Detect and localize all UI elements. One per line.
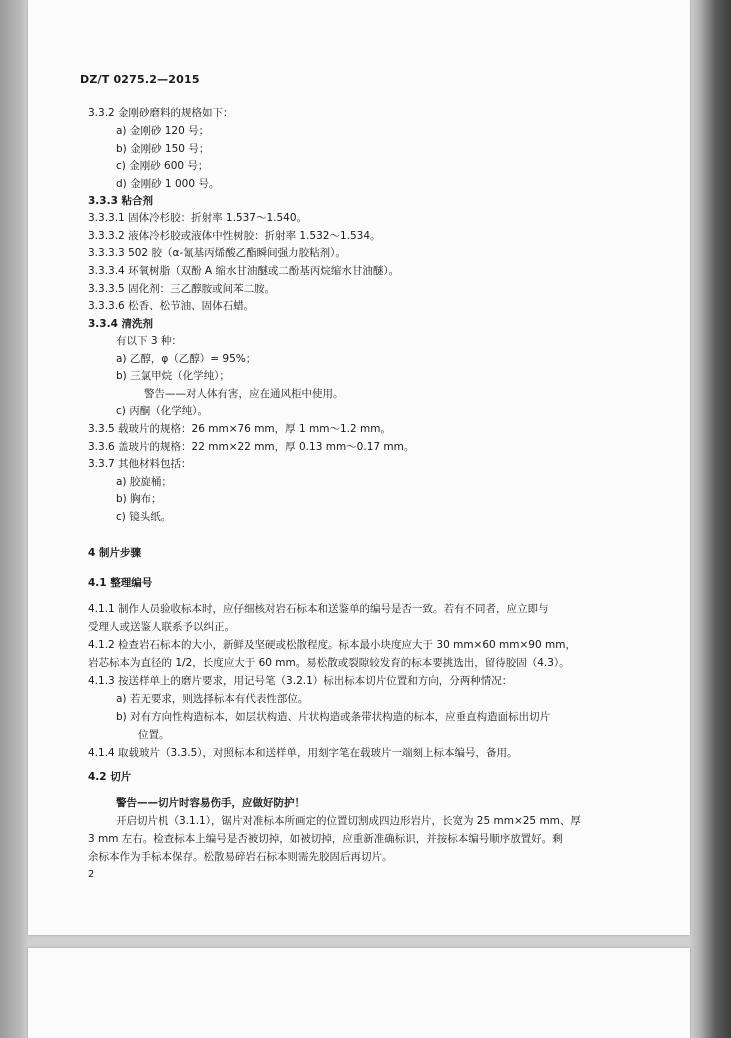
clause-3-3-2: 3.3.2 金刚砂磨料的规格如下： xyxy=(88,107,234,119)
paragraph-continuation: 岩芯标本为直径的 1/2，长度应大于 60 mm。易松散或裂隙较发育的标本要挑选出，留待胶固（4.3）。 xyxy=(88,657,570,669)
clause-3-3-6: 3.3.6 盖玻片的规格：22 mm×22 mm，厚 0.13 mm～0.17 mm。 xyxy=(88,441,415,453)
list-item: b) 胸布； xyxy=(116,493,162,505)
paragraph: 有以下 3 种： xyxy=(116,335,182,347)
paragraph-continuation: 3 mm 左右。检查标本上编号是否被切掉，如被切掉，应重新准确标识，并按标本编号顺序放置好。剩 xyxy=(88,833,563,845)
list-item: c) 金刚砂 600 号； xyxy=(116,160,209,172)
clause-4-1-1: 4.1.1 制作人员验收标本时，应仔细核对岩石标本和送鉴单的编号是否一致。若有不同者，应立即与 xyxy=(88,603,549,615)
clause-4-1-3: 4.1.3 按送样单上的磨片要求，用记号笔（3.2.1）标出标本切片位置和方向，分两种情况： xyxy=(88,675,513,687)
clause-3-3-3-4: 3.3.3.4 环氧树脂（双酚 A 缩水甘油醚或二酚基丙烷缩水甘油醚）。 xyxy=(88,265,400,277)
next-page xyxy=(28,948,690,1038)
list-item: b) 对有方向性构造标本，如层状构造、片状构造或条带状构造的标本，应垂直构造面标出切片 xyxy=(116,711,551,723)
list-item: c) 丙酮（化学纯）。 xyxy=(116,405,208,417)
page-number: 2 xyxy=(88,869,95,880)
clause-3-3-3-3: 3.3.3.3 502 胶（α-氰基丙烯酸乙酯瞬间强力胶粘剂）。 xyxy=(88,247,346,259)
clause-3-3-5: 3.3.5 载玻片的规格：26 mm×76 mm，厚 1 mm～1.2 mm。 xyxy=(88,423,391,435)
section-4-2-heading: 4.2 切片 xyxy=(88,771,132,783)
warning-note: 警告——切片时容易伤手，应做好防护！ xyxy=(116,797,305,809)
clause-3-3-7: 3.3.7 其他材料包括： xyxy=(88,458,192,470)
list-item: a) 乙醇，φ（乙醇）= 95%； xyxy=(116,353,257,365)
list-item: c) 镜头纸。 xyxy=(116,511,172,523)
list-item: a) 若无要求，则选择标本有代表性部位。 xyxy=(116,693,309,705)
clause-3-3-3-5: 3.3.3.5 固化剂：三乙醇胺或间苯二胺。 xyxy=(88,283,276,295)
paragraph-continuation: 余标本作为手标本保存。松散易碎岩石标本则需先胶固后再切片。 xyxy=(88,851,393,863)
list-item: b) 金刚砂 150 号； xyxy=(116,143,210,155)
list-item: a) 金刚砂 120 号； xyxy=(116,125,210,137)
list-item: a) 胶旋桶； xyxy=(116,476,172,488)
list-item-continuation: 位置。 xyxy=(138,729,170,741)
clause-3-3-3-1: 3.3.3.1 固体冷杉胶：折射率 1.537～1.540。 xyxy=(88,212,308,224)
clause-3-3-3-6: 3.3.3.6 松香、松节油、固体石蜡。 xyxy=(88,300,255,312)
clause-3-3-3-heading: 3.3.3 粘合剂 xyxy=(88,195,154,207)
section-4-heading: 4 制片步骤 xyxy=(88,547,141,559)
clause-3-3-4-heading: 3.3.4 清洗剂 xyxy=(88,318,154,330)
paragraph: 开启切片机（3.1.1），锯片对准标本所画定的位置切割成四边形岩片，长宽为 25 mm×25 mm、厚 xyxy=(116,815,581,827)
list-item: d) 金刚砂 1 000 号。 xyxy=(116,178,220,190)
document-code-header: DZ/T 0275.2—2015 xyxy=(80,73,200,86)
document-page xyxy=(28,0,690,935)
list-item: b) 三氯甲烷（化学纯）； xyxy=(116,370,230,382)
section-4-1-heading: 4.1 整理编号 xyxy=(88,577,153,589)
clause-4-1-4: 4.1.4 取载玻片（3.3.5），对照标本和送样单，用刻字笔在载玻片一端刻上标本编号，备用。 xyxy=(88,747,518,759)
paragraph-continuation: 受理人或送鉴人联系予以纠正。 xyxy=(88,621,235,633)
clause-4-1-2: 4.1.2 检查岩石标本的大小，新鲜及坚硬或松散程度。标本最小块度应大于 30 mm×60 mm×90 mm， xyxy=(88,639,576,651)
warning-note: 警告——对人体有害，应在通风柜中使用。 xyxy=(144,388,344,400)
clause-3-3-3-2: 3.3.3.2 液体冷杉胶或液体中性树胶：折射率 1.532～1.534。 xyxy=(88,230,381,242)
